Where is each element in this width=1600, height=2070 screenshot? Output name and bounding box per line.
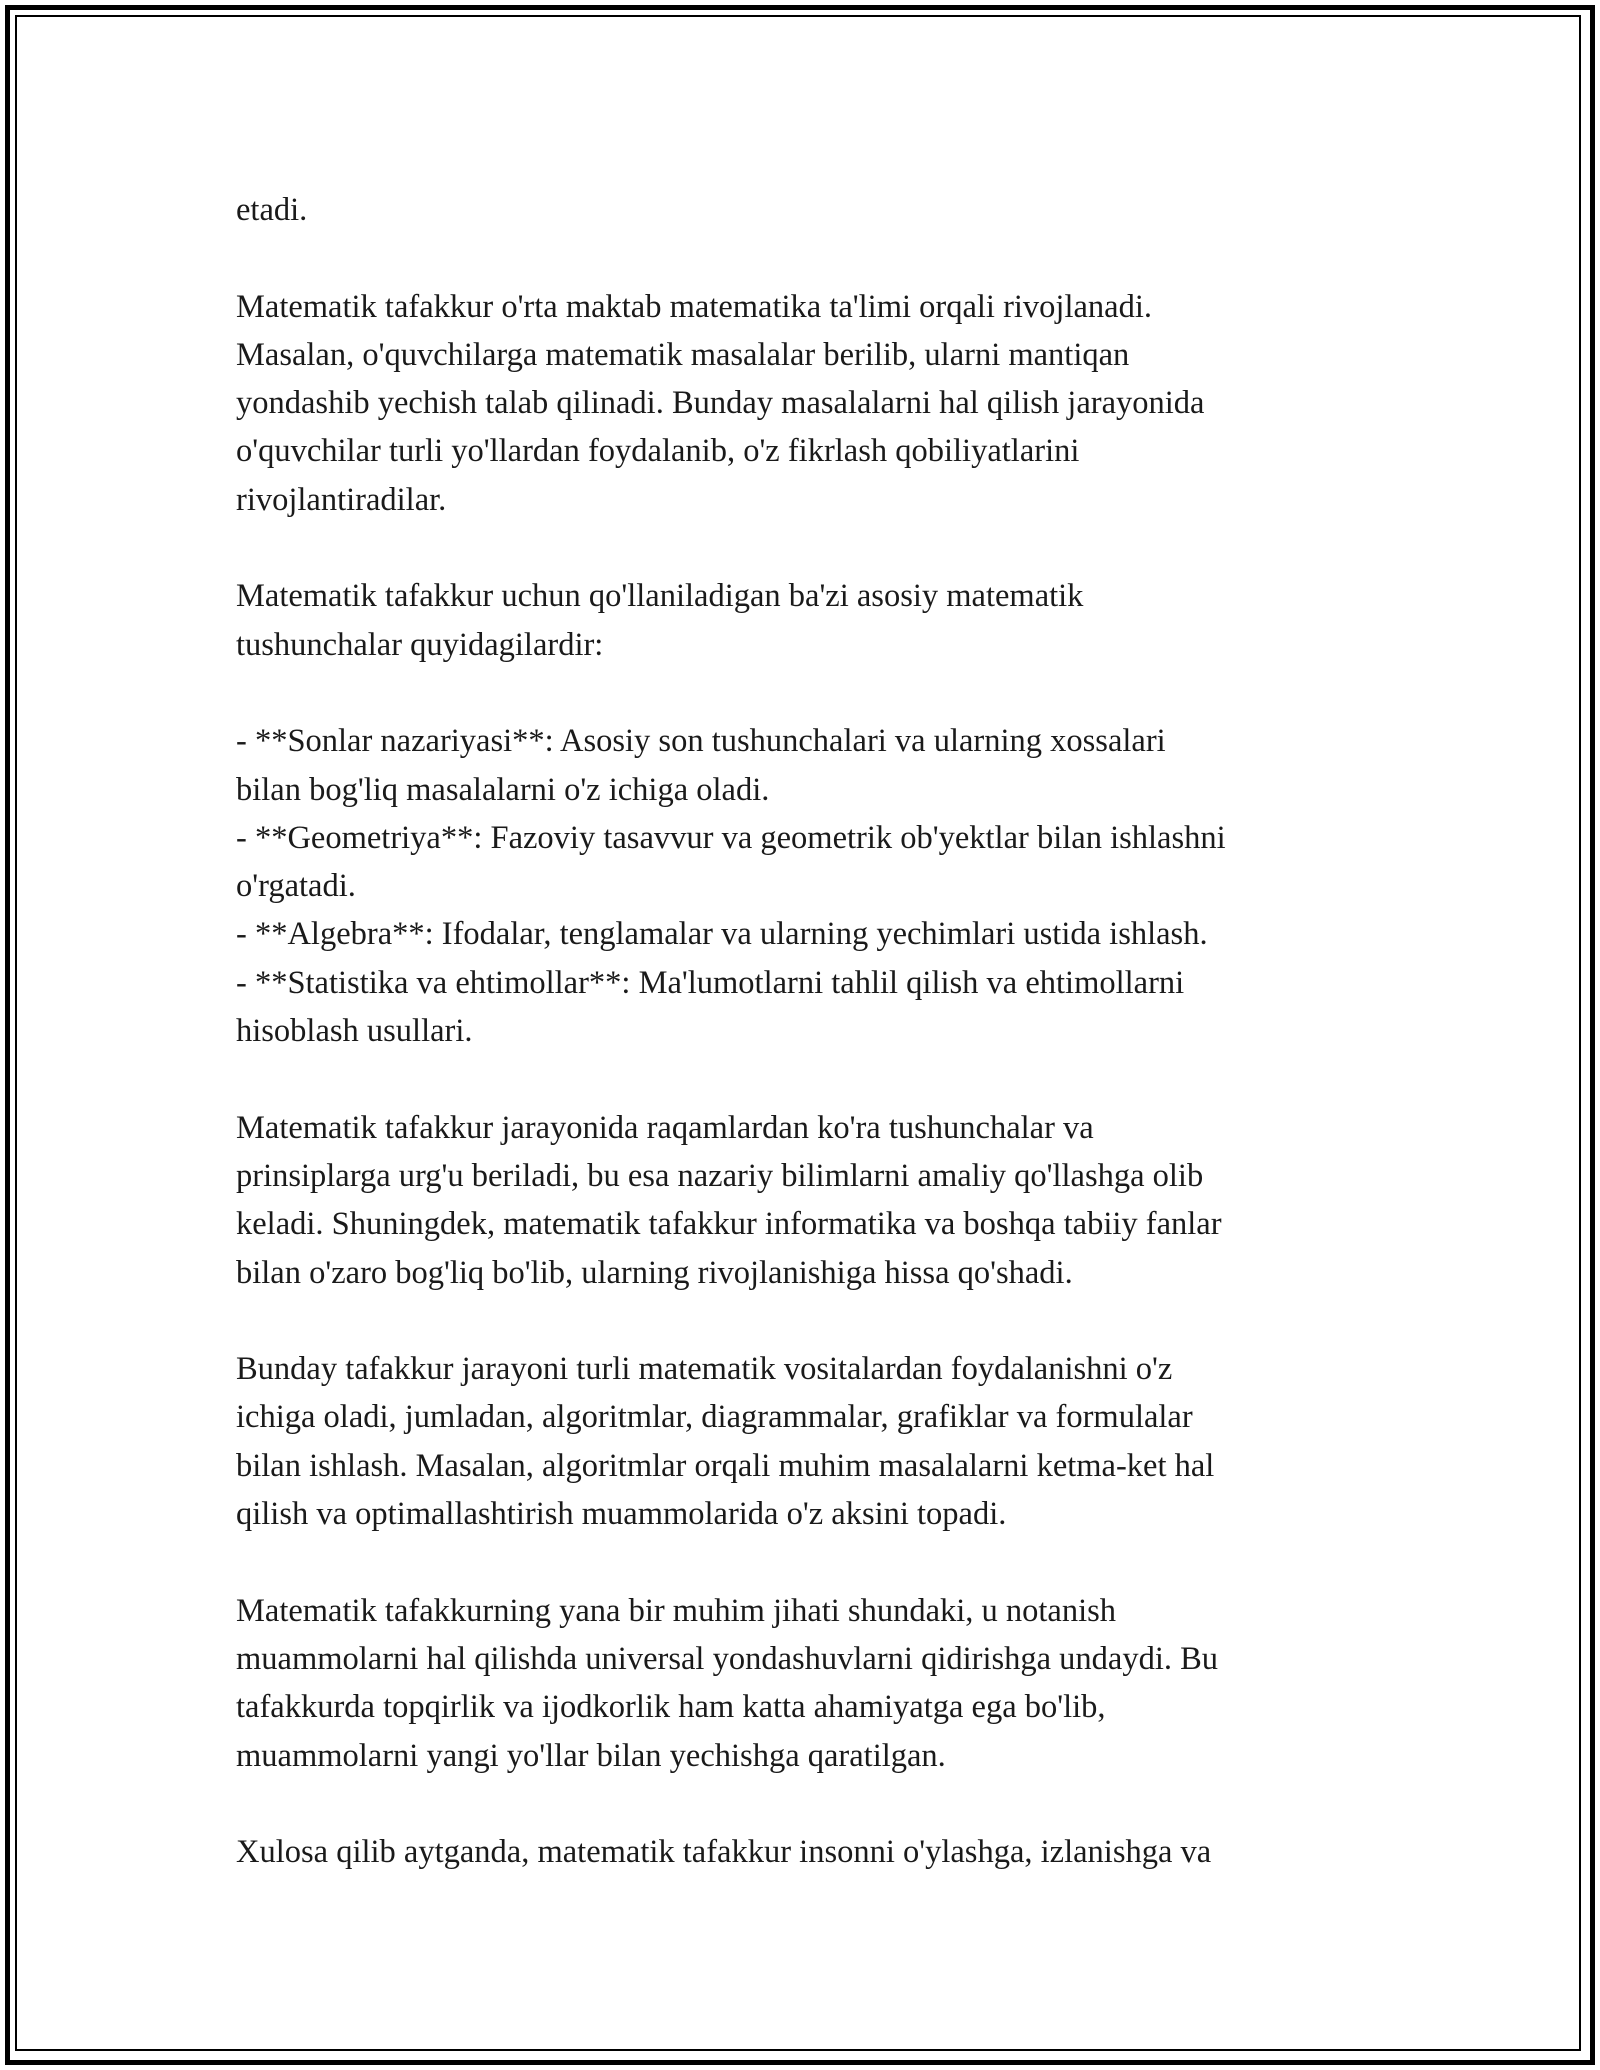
list-item-text: - **Statistika va ehtimollar**: Ma'lumotlarni tahlil qilish va ehtimollarni hisoblash usullari. xyxy=(236,964,1185,1050)
list-item-geometry xyxy=(236,814,1386,911)
list-item-text: - **Sonlar nazariyasi**: Asosiy son tushunchalari va ularning xossalari bilan bog'liq masalalarni o'z ichiga oladi. xyxy=(236,723,1166,808)
paragraph-conclusion: Xulosa qilib aytganda, matematik tafakkur insonni o'ylashga, izlanishga va xyxy=(236,1834,1212,1871)
document-body xyxy=(236,186,1386,1925)
list-item-text: - **Algebra**: Ifodalar, tenglamalar va ularning yechimlari ustida ishlash. xyxy=(236,916,1208,953)
list-item-algebra xyxy=(236,910,1386,958)
concepts-list xyxy=(236,717,1386,1055)
paragraph-tools: Bunday tafakkur jarayoni turli matematik vositalardan foydalanishni o'z ichiga oladi, jumladan, algoritmlar, diagrammalar, grafiklar va formulalar bilan ishlash. Masalan, algoritmlar orqali muhim masalalarni ketma-ket hal qilish va optimallashtirish muammolarida o'z aksini topadi. xyxy=(236,1351,1215,1533)
list-item-number-theory xyxy=(236,717,1386,814)
paragraph-concepts: Matematik tafakkur jarayonida raqamlardan ko'ra tushunchalar va prinsiplarga urg'u beriladi, bu esa nazariy bilimlarni amaliy qo'llashga olib keladi. Shuningdek, matematik tafakkur informatika va boshqa tabiiy fanlar bilan o'zaro bog'liq bo'lib, ularning rivojlanishiga hissa qo'shadi. xyxy=(236,1109,1222,1291)
paragraph-continuation: etadi. xyxy=(236,192,308,228)
paragraph-creativity: Matematik tafakkurning yana bir muhim jihati shundaki, u notanish muammolarni hal qilishda universal yondashuvlarni qidirishga undaydi. Bu tafakkurda topqirlik va ijodkorlik ham katta ahamiyatga ega bo'lib, muammolarni yangi yo'llar bilan yechishga qaratilgan. xyxy=(236,1592,1219,1774)
list-item-statistics xyxy=(236,959,1386,1056)
list-item-text: - **Geometriya**: Fazoviy tasavvur va geometrik ob'yektlar bilan ishlashni o'rgatadi. xyxy=(236,819,1226,905)
paragraph-development: Matematik tafakkur o'rta maktab matematika ta'limi orqali rivojlanadi. Masalan, o'quvchilarga matematik masalalar berilib, ularni mantiqan yondashib yechish talab qilinadi. Bunday masalalarni hal qilish jarayonida o'quvchilar turli yo'llardan foydalanib, o'z fikrlash qobiliyatlarini rivojlantiradilar. xyxy=(236,288,1205,518)
paragraph-list-intro: Matematik tafakkur uchun qo'llaniladigan ba'zi asosiy matematik tushunchalar quyidagilardir: xyxy=(236,578,1084,663)
